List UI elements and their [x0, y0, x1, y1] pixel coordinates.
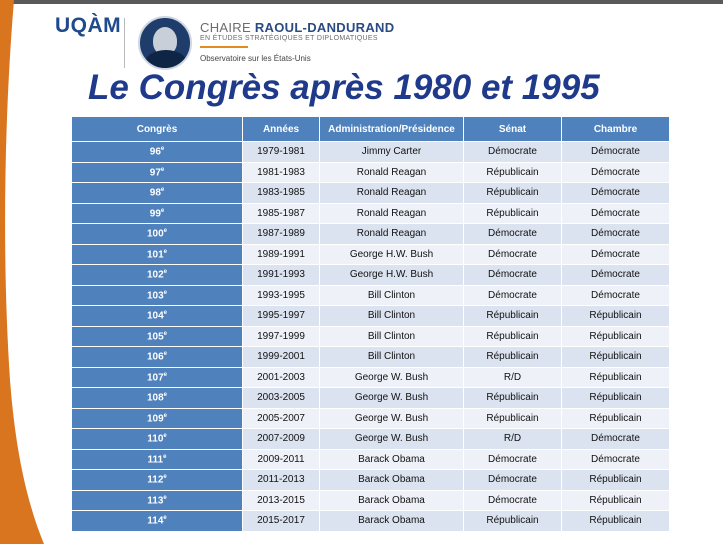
chaire-prefix: CHAIRE	[200, 20, 255, 35]
table-row	[72, 408, 670, 429]
cell-annees: 1983-1985	[243, 183, 320, 204]
cell-annees: 1989-1991	[243, 244, 320, 265]
top-bar	[0, 0, 723, 4]
cell-congres: 97e	[72, 162, 243, 183]
cell-chambre: Républicain	[562, 326, 670, 347]
orange-underline	[200, 46, 248, 48]
cell-administration: Ronald Reagan	[320, 183, 464, 204]
cell-senat: Républicain	[464, 326, 562, 347]
cell-administration: Jimmy Carter	[320, 142, 464, 163]
table-row	[72, 265, 670, 286]
cell-senat: Républicain	[464, 306, 562, 327]
cell-chambre: Démocrate	[562, 203, 670, 224]
header-congres: Congrès	[72, 117, 243, 142]
cell-congres: 105e	[72, 326, 243, 347]
table-row	[72, 306, 670, 327]
cell-administration: Ronald Reagan	[320, 224, 464, 245]
cell-congres: 109e	[72, 408, 243, 429]
cell-congres: 96e	[72, 142, 243, 163]
cell-congres: 107e	[72, 367, 243, 388]
cell-chambre: Démocrate	[562, 265, 670, 286]
table-row	[72, 224, 670, 245]
cell-chambre: Républicain	[562, 388, 670, 409]
cell-annees: 2003-2005	[243, 388, 320, 409]
table-row	[72, 367, 670, 388]
cell-administration: Ronald Reagan	[320, 203, 464, 224]
cell-senat: Républicain	[464, 183, 562, 204]
cell-chambre: Démocrate	[562, 162, 670, 183]
cell-administration: George H.W. Bush	[320, 244, 464, 265]
page-title: Le Congrès après 1980 et 1995	[88, 68, 600, 107]
table-row	[72, 429, 670, 450]
cell-senat: Démocrate	[464, 470, 562, 491]
table-row	[72, 449, 670, 470]
cell-annees: 2005-2007	[243, 408, 320, 429]
table-row	[72, 285, 670, 306]
cell-annees: 1979-1981	[243, 142, 320, 163]
congress-table	[71, 116, 670, 532]
cell-annees: 1997-1999	[243, 326, 320, 347]
cell-congres: 111e	[72, 449, 243, 470]
cell-administration: George W. Bush	[320, 367, 464, 388]
cell-annees: 1999-2001	[243, 347, 320, 368]
table-row	[72, 490, 670, 511]
table-row	[72, 142, 670, 163]
table-header-row	[72, 117, 670, 142]
cell-congres: 108e	[72, 388, 243, 409]
chaire-subtitle: EN ÉTUDES STRATÉGIQUES ET DIPLOMATIQUES	[200, 35, 378, 42]
header-administration: Administration/Présidence	[320, 117, 464, 142]
cell-administration: George W. Bush	[320, 408, 464, 429]
table-body	[72, 142, 670, 532]
cell-administration: Barack Obama	[320, 490, 464, 511]
cell-annees: 2001-2003	[243, 367, 320, 388]
cell-annees: 2011-2013	[243, 470, 320, 491]
cell-chambre: Républicain	[562, 490, 670, 511]
cell-senat: Démocrate	[464, 449, 562, 470]
header-senat: Sénat	[464, 117, 562, 142]
cell-administration: George H.W. Bush	[320, 265, 464, 286]
table-row	[72, 244, 670, 265]
cell-annees: 1987-1989	[243, 224, 320, 245]
cell-annees: 2007-2009	[243, 429, 320, 450]
table-row	[72, 183, 670, 204]
cell-senat: Républicain	[464, 511, 562, 532]
cell-chambre: Démocrate	[562, 224, 670, 245]
table-row	[72, 347, 670, 368]
cell-chambre: Républicain	[562, 408, 670, 429]
cell-senat: Républicain	[464, 162, 562, 183]
cell-annees: 1993-1995	[243, 285, 320, 306]
cell-annees: 2013-2015	[243, 490, 320, 511]
cell-senat: Démocrate	[464, 285, 562, 306]
portrait-logo-icon	[138, 16, 192, 70]
cell-annees: 1981-1983	[243, 162, 320, 183]
cell-senat: Démocrate	[464, 142, 562, 163]
cell-administration: Bill Clinton	[320, 306, 464, 327]
cell-administration: Bill Clinton	[320, 285, 464, 306]
cell-administration: George W. Bush	[320, 388, 464, 409]
cell-chambre: Démocrate	[562, 244, 670, 265]
cell-chambre: Démocrate	[562, 183, 670, 204]
chaire-title	[200, 20, 394, 35]
cell-senat: Démocrate	[464, 265, 562, 286]
cell-annees: 1991-1993	[243, 265, 320, 286]
cell-senat: R/D	[464, 367, 562, 388]
cell-chambre: Démocrate	[562, 449, 670, 470]
cell-congres: 101e	[72, 244, 243, 265]
cell-congres: 98e	[72, 183, 243, 204]
table-row	[72, 162, 670, 183]
header-chambre: Chambre	[562, 117, 670, 142]
observatoire-label: Observatoire sur les États-Unis	[200, 54, 311, 63]
table-row	[72, 326, 670, 347]
cell-senat: Démocrate	[464, 224, 562, 245]
cell-congres: 102e	[72, 265, 243, 286]
cell-chambre: Républicain	[562, 367, 670, 388]
cell-senat: Démocrate	[464, 490, 562, 511]
cell-chambre: Démocrate	[562, 429, 670, 450]
cell-senat: Républicain	[464, 388, 562, 409]
cell-administration: Barack Obama	[320, 511, 464, 532]
cell-congres: 110e	[72, 429, 243, 450]
cell-senat: Républicain	[464, 408, 562, 429]
cell-senat: Démocrate	[464, 244, 562, 265]
cell-chambre: Républicain	[562, 306, 670, 327]
cell-senat: R/D	[464, 429, 562, 450]
cell-administration: Bill Clinton	[320, 347, 464, 368]
cell-chambre: Républicain	[562, 347, 670, 368]
cell-chambre: Démocrate	[562, 142, 670, 163]
header-annees: Années	[243, 117, 320, 142]
cell-administration: George W. Bush	[320, 429, 464, 450]
cell-congres: 112e	[72, 470, 243, 491]
cell-congres: 104e	[72, 306, 243, 327]
cell-congres: 99e	[72, 203, 243, 224]
cell-congres: 106e	[72, 347, 243, 368]
table-row	[72, 203, 670, 224]
table-row	[72, 470, 670, 491]
cell-senat: Républicain	[464, 347, 562, 368]
cell-chambre: Républicain	[562, 470, 670, 491]
chaire-name: RAOUL-DANDURAND	[254, 20, 395, 35]
cell-chambre: Démocrate	[562, 285, 670, 306]
cell-congres: 113e	[72, 490, 243, 511]
cell-chambre: Républicain	[562, 511, 670, 532]
cell-annees: 1985-1987	[243, 203, 320, 224]
uqam-logo: UQÀM	[55, 14, 122, 37]
cell-congres: 103e	[72, 285, 243, 306]
cell-annees: 2015-2017	[243, 511, 320, 532]
cell-congres: 114e	[72, 511, 243, 532]
cell-annees: 2009-2011	[243, 449, 320, 470]
table-row	[72, 511, 670, 532]
table-row	[72, 388, 670, 409]
cell-administration: Barack Obama	[320, 470, 464, 491]
cell-administration: Ronald Reagan	[320, 162, 464, 183]
orange-wave-decoration	[0, 0, 60, 544]
cell-administration: Bill Clinton	[320, 326, 464, 347]
cell-congres: 100e	[72, 224, 243, 245]
logo-divider	[124, 18, 125, 68]
cell-senat: Républicain	[464, 203, 562, 224]
cell-annees: 1995-1997	[243, 306, 320, 327]
cell-administration: Barack Obama	[320, 449, 464, 470]
